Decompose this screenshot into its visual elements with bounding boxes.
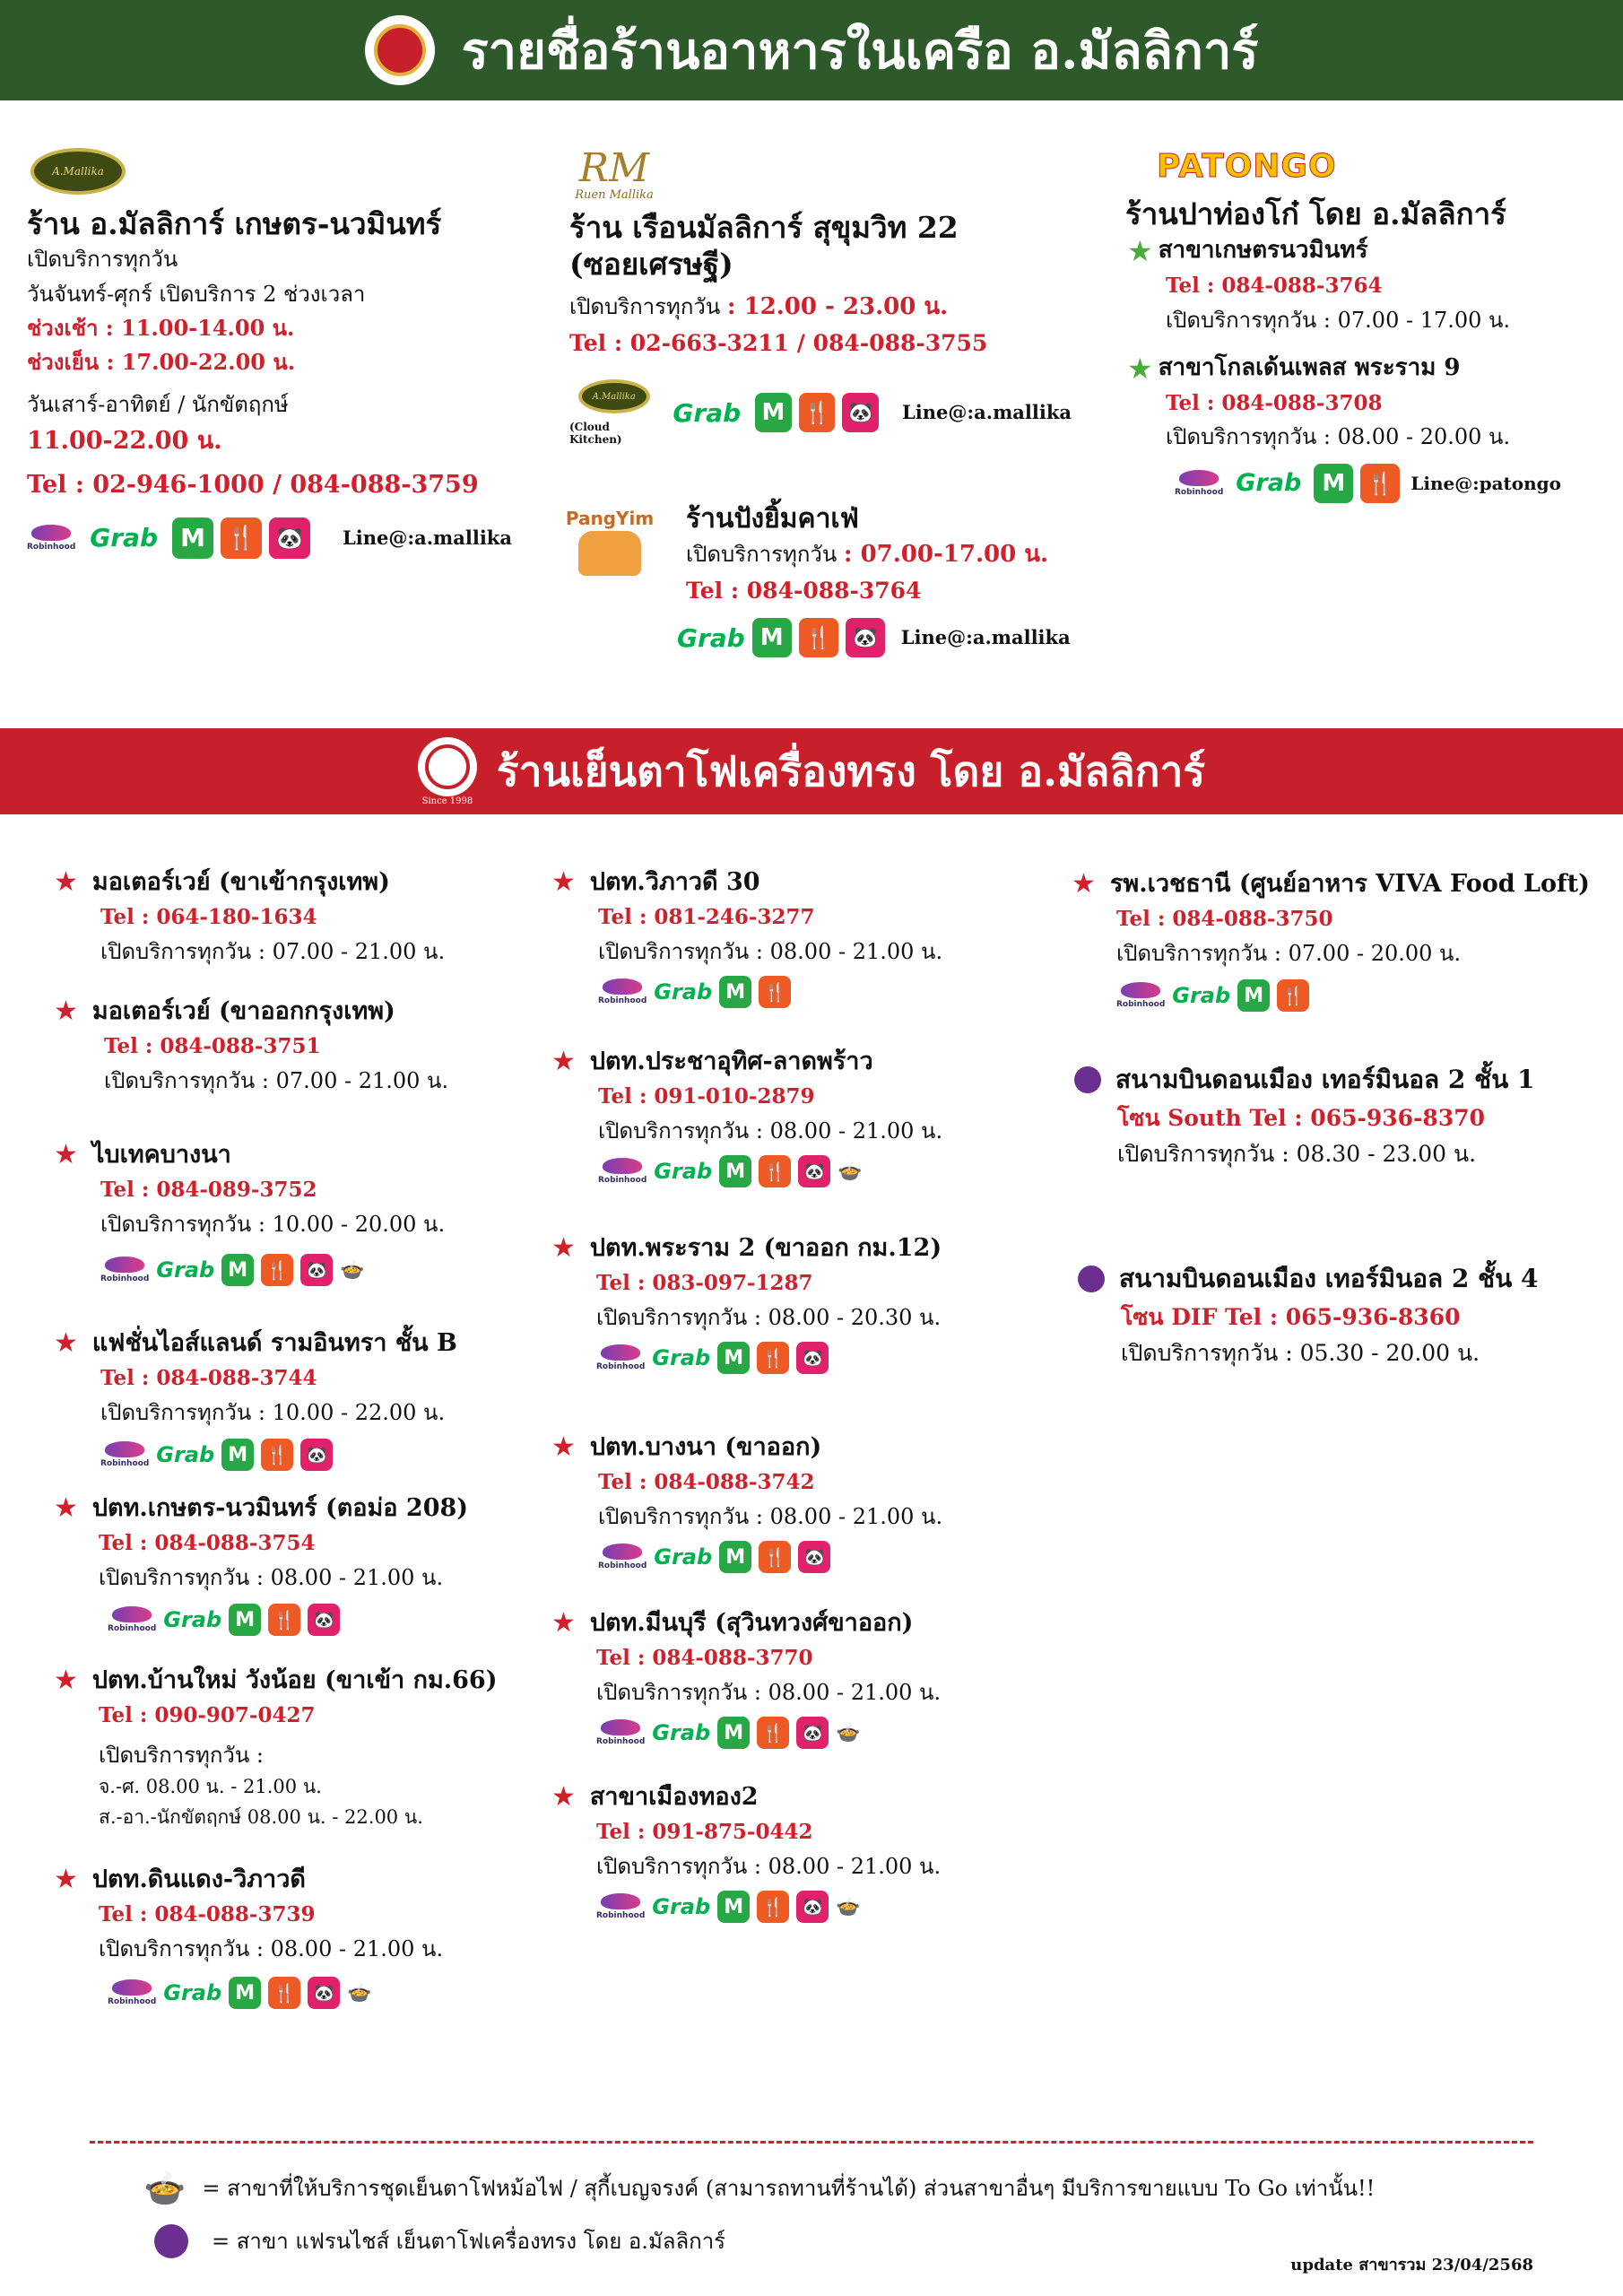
branch-open: เปิดบริการทุกวัน : 08.00 - 21.00 น. [99, 1935, 444, 1961]
robinhood-icon[interactable]: Robinhood [100, 1257, 149, 1283]
branch-name: ปตท.พระราม 2 (ขาออก กม.12) [589, 1234, 942, 1262]
shopeefood-icon[interactable]: 🍴 [757, 1342, 789, 1374]
foodpanda-icon[interactable]: 🐼 [796, 1891, 829, 1923]
store-title: ร้านปังยิ้มคาเฟ่ [686, 503, 859, 535]
lineman-icon[interactable]: M [752, 618, 792, 657]
pangyim-logo: PangYim [569, 508, 650, 588]
branch-vibhavadi-30 [551, 863, 942, 1008]
delivery-apps [108, 1977, 443, 2009]
store-tel: Tel : 02-946-1000 / 084-088-3759 [27, 471, 479, 500]
red-star-icon: ★ [551, 1780, 576, 1813]
branch-prachauthit [551, 1042, 942, 1187]
robinhood-icon[interactable]: Robinhood [108, 1606, 156, 1633]
lineman-icon[interactable]: M [719, 1541, 751, 1573]
foodpanda-icon[interactable]: 🐼 [269, 517, 310, 559]
store-pangyim [565, 502, 1072, 657]
grab-icon[interactable]: Grab [156, 1442, 215, 1468]
foodpanda-icon[interactable]: 🐼 [798, 1155, 830, 1187]
yentafo-banner [0, 728, 1623, 814]
delivery-apps [1116, 979, 1590, 1012]
line-id[interactable]: Line@:a.mallika [900, 626, 1071, 649]
branch-don-mueang-t2-f4 [1078, 1259, 1539, 1371]
branch-tel: โซน South Tel : 065-936-8370 [1117, 1104, 1485, 1131]
yentafo-logo: Since 1998 [418, 737, 477, 806]
store-tel: Tel : 02-663-3211 / 084-088-3755 [569, 330, 988, 357]
line-id[interactable]: Line@:patongo [1410, 472, 1561, 494]
lineman-icon[interactable]: M [755, 393, 792, 432]
shopeefood-icon[interactable]: 🍴 [799, 393, 836, 432]
amallika-logo: A.Mallika [30, 148, 126, 195]
open-text: เปิดบริการทุกวัน [686, 541, 838, 567]
branch-tel: Tel : 091-875-0442 [596, 1820, 813, 1845]
line-id[interactable]: Line@:a.mallika [343, 526, 512, 549]
branch-tel: Tel : 084-088-3739 [99, 1902, 316, 1927]
store-amallika-kaset [27, 148, 529, 559]
grab-icon[interactable]: Grab [652, 1345, 711, 1371]
store-title: ร้านปาท่องโก๋ โดย อ.มัลลิการ์ [1125, 196, 1506, 231]
hotpot-icon: 🍲 [836, 1721, 861, 1744]
branch-name: รพ.เวชธานี (ศูนย์อาหาร VIVA Food Loft) [1109, 870, 1590, 898]
foodpanda-icon[interactable]: 🐼 [798, 1541, 830, 1573]
grab-icon[interactable]: Grab [1172, 983, 1231, 1009]
delivery-apps [1175, 464, 1610, 503]
red-star-icon: ★ [54, 1664, 78, 1696]
open-text: เปิดบริการทุกวัน [569, 293, 721, 319]
lineman-icon[interactable]: M [1314, 464, 1353, 503]
branch-open: เปิดบริการทุกวัน : 08.00 - 21.00 น. [598, 938, 943, 964]
delivery-apps [598, 1541, 942, 1573]
delivery-apps [596, 1342, 942, 1374]
shopeefood-icon[interactable]: 🍴 [1360, 464, 1400, 503]
open-text: เปิดบริการทุกวัน [27, 247, 178, 273]
lineman-icon[interactable]: M [717, 1717, 750, 1749]
grab-icon[interactable]: Grab [652, 1894, 711, 1920]
hotpot-icon: 🍲 [347, 1981, 372, 2005]
delivery-apps [108, 1604, 468, 1636]
store-subtitle: (ซอยเศรษฐี) [569, 247, 733, 283]
branch-open: เปิดบริการทุกวัน : 10.00 - 22.00 น. [100, 1399, 446, 1425]
shopeefood-icon[interactable]: 🍴 [261, 1254, 293, 1286]
robinhood-icon[interactable]: Robinhood [596, 1719, 645, 1746]
branch-name: ปตท.บ้านใหม่ วังน้อย (ขาเข้า กม.66) [91, 1666, 498, 1694]
shopeefood-icon[interactable]: 🍴 [799, 618, 838, 657]
grab-icon[interactable]: Grab [654, 979, 713, 1005]
lineman-icon[interactable]: M [717, 1891, 750, 1923]
legend-franchise-text: = สาขา แฟรนไชส์ เย็นตาโฟเครื่องทรง โดย อ.มัลลิการ์ [212, 2229, 726, 2254]
lineman-icon[interactable]: M [229, 1604, 261, 1636]
evening-hours: ช่วงเย็น : 17.00-22.00 น. [27, 349, 296, 376]
branch-name: มอเตอร์เวย์ (ขาเข้ากรุงเทพ) [91, 868, 390, 896]
delivery-apps [677, 618, 1072, 657]
branch-ban-mai-wang-noi [54, 1661, 497, 1833]
branch-motorway-in [54, 863, 445, 969]
branch-name: มอเตอร์เวย์ (ขาออกกรุงเทพ) [91, 997, 395, 1025]
red-star-icon: ★ [1072, 867, 1096, 900]
lineman-icon[interactable]: M [1237, 979, 1270, 1012]
store-title: ร้าน อ.มัลลิการ์ เกษตร-นวมินทร์ [27, 206, 442, 241]
branch-open: เปิดบริการทุกวัน : 08.00 - 21.00 น. [598, 1118, 943, 1144]
red-star-icon: ★ [54, 995, 78, 1027]
robinhood-icon[interactable]: Robinhood [598, 1544, 647, 1570]
branch-tel: Tel : 084-088-3770 [596, 1646, 813, 1671]
foodpanda-icon[interactable]: 🐼 [308, 1604, 340, 1636]
red-star-icon: ★ [551, 1431, 576, 1463]
line-id[interactable]: Line@:a.mallika [902, 401, 1072, 424]
branch-open: เปิดบริการทุกวัน : [99, 1742, 264, 1768]
branch-tel: Tel : 084-088-3764 [1166, 273, 1383, 298]
robinhood-icon[interactable]: Robinhood [108, 1979, 156, 2006]
legend-franchise [154, 2224, 725, 2258]
branch-rama-2 [551, 1229, 942, 1374]
branch-bitec [54, 1135, 445, 1286]
branch-tel: Tel : 081-246-3277 [598, 905, 815, 930]
store-ruen-mallika [569, 121, 1072, 446]
branch-din-daeng [54, 1860, 443, 2009]
green-star-icon: ★ [1127, 234, 1153, 269]
branch-name: ปตท.ดินแดง-วิภาวดี [91, 1866, 306, 1893]
branch-tel: Tel : 084-088-3751 [104, 1034, 321, 1059]
foodpanda-icon[interactable]: 🐼 [846, 618, 885, 657]
red-star-icon: ★ [551, 865, 576, 898]
branch-tel: Tel : 084-089-3752 [100, 1178, 317, 1203]
update-date: update สาขารวม 23/04/2568 [1290, 2256, 1533, 2274]
robinhood-icon[interactable]: Robinhood [27, 525, 75, 552]
delivery-apps [100, 1439, 457, 1471]
shopeefood-icon[interactable]: 🍴 [759, 1541, 791, 1573]
branch-open: เปิดบริการทุกวัน : 07.00 - 20.00 น. [1116, 940, 1462, 966]
branch-name: ไบเทคบางนา [91, 1141, 231, 1169]
branch-open: เปิดบริการทุกวัน : 07.00 - 17.00 น. [1166, 307, 1511, 333]
lineman-icon[interactable]: M [221, 1254, 254, 1286]
branch-name: ปตท.เกษตร-นวมินทร์ (ตอม่อ 208) [91, 1494, 469, 1522]
branch-name: แฟชั่นไอส์แลนด์ รามอินทรา ชั้น B [91, 1329, 457, 1357]
branch-tel: Tel : 084-088-3750 [1116, 907, 1333, 932]
ruen-mallika-logo: RM Ruen Mallika [575, 145, 654, 202]
shopeefood-icon[interactable]: 🍴 [757, 1717, 789, 1749]
delivery-apps [100, 1254, 445, 1286]
store-hours: : 12.00 - 23.00 น. [726, 292, 949, 320]
weekday-text: วันจันทร์-ศุกร์ เปิดบริการ 2 ช่วงเวลา [27, 281, 366, 307]
red-star-icon: ★ [54, 1863, 78, 1895]
delivery-apps [598, 1155, 942, 1187]
delivery-apps [27, 517, 529, 559]
branch-minburi [551, 1604, 941, 1749]
red-star-icon: ★ [54, 865, 78, 898]
branch-kaset-nawamin-ptt [54, 1489, 468, 1636]
branch-open: เปิดบริการทุกวัน : 07.00 - 21.00 น. [100, 938, 446, 964]
lineman-icon[interactable]: M [717, 1342, 750, 1374]
amallika-round-logo [365, 15, 435, 85]
robinhood-icon[interactable]: Robinhood [598, 978, 647, 1005]
branch-tel: Tel : 084-088-3708 [1166, 390, 1383, 415]
franchise-dot-icon [154, 2224, 188, 2258]
hotpot-icon: 🍲 [340, 1258, 365, 1282]
lineman-icon[interactable]: M [719, 1155, 751, 1187]
branch-tel: Tel : 084-088-3754 [99, 1531, 316, 1556]
store-hours: : 07.00-17.00 น. [843, 540, 1049, 568]
foodpanda-icon[interactable]: 🐼 [796, 1342, 829, 1374]
grab-icon[interactable]: Grab [677, 622, 745, 653]
cloud-kitchen: A.Mallika (Cloud Kitchen) [569, 379, 658, 446]
branch-name: สนามบินดอนเมือง เทอร์มินอล 2 ชั้น 1 [1115, 1065, 1535, 1094]
delivery-apps [596, 1891, 941, 1923]
branch-bangna [551, 1428, 942, 1573]
shopeefood-icon[interactable]: 🍴 [261, 1439, 293, 1471]
morning-hours: ช่วงเช้า : 11.00-14.00 น. [27, 315, 295, 342]
branch-open: เปิดบริการทุกวัน : 08.00 - 21.00 น. [596, 1853, 942, 1879]
branch-open: เปิดบริการทุกวัน : 08.00 - 20.00 น. [1166, 424, 1511, 450]
branch-name: สนามบินดอนเมือง เทอร์มินอล 2 ชั้น 4 [1119, 1264, 1539, 1293]
patongo-logo: PATONGO [1157, 148, 1337, 185]
branch-tel: โซน DIF Tel : 065-936-8360 [1121, 1303, 1461, 1330]
robinhood-icon[interactable]: Robinhood [1116, 982, 1165, 1009]
red-star-icon: ★ [54, 1492, 78, 1524]
grab-icon[interactable]: Grab [163, 1980, 222, 2006]
branch-tel: Tel : 064-180-1634 [100, 905, 317, 930]
branch-name: สาขาเกษตรนวมินทร์ [1158, 237, 1368, 265]
branch-tel: Tel : 083-097-1287 [596, 1271, 813, 1296]
branch-open: เปิดบริการทุกวัน : 08.00 - 21.00 น. [596, 1679, 942, 1705]
weekend-hours: 11.00-22.00 น. [27, 427, 222, 456]
legend-hotpot [143, 2169, 1375, 2209]
delivery-apps [596, 1717, 941, 1749]
amallika-logo: A.Mallika [578, 379, 650, 413]
branch-name: ปตท.ประชาอุทิศ-ลาดพร้าว [589, 1048, 873, 1075]
shopeefood-icon[interactable]: 🍴 [268, 1977, 300, 2009]
store-patongo [1125, 148, 1610, 503]
branch-name: สาขาเมืองทอง2 [589, 1783, 759, 1811]
lineman-icon[interactable]: M [229, 1977, 261, 2009]
robinhood-icon[interactable]: Robinhood [1175, 470, 1223, 497]
shopeefood-icon[interactable]: 🍴 [759, 976, 791, 1008]
yentafo-banner-title: ร้านเย็นตาโฟเครื่องทรง โดย อ.มัลลิการ์ [496, 746, 1206, 796]
foodpanda-icon[interactable]: 🐼 [796, 1717, 829, 1749]
branch-open: เปิดบริการทุกวัน : 08.00 - 21.00 น. [598, 1503, 943, 1529]
weekend-text: วันเสาร์-อาทิตย์ / นักขัตฤกษ์ [27, 391, 289, 417]
branch-open: เปิดบริการทุกวัน : 08.00 - 20.30 น. [596, 1304, 942, 1330]
branch-fashion-island [54, 1324, 457, 1471]
branch-open: เปิดบริการทุกวัน : 08.00 - 21.00 น. [99, 1564, 444, 1590]
grab-icon[interactable]: Grab [156, 1257, 215, 1283]
hotpot-icon: 🍲 [838, 1160, 863, 1183]
legend-hotpot-text: = สาขาที่ให้บริการชุดเย็นตาโฟหม้อไฟ / สุกี้เบญจรงค์ (สามารถทานที่ร้านได้) ส่วนสาขาอื่นๆ มีบริการขายแบบ To Go เท่านั้น!! [202, 2176, 1376, 2202]
franchise-dot-icon [1074, 1066, 1101, 1093]
branch-tel: Tel : 091-010-2879 [598, 1084, 815, 1109]
branch-motorway-out [54, 992, 448, 1098]
foodpanda-icon[interactable]: 🐼 [308, 1977, 340, 2009]
foodpanda-icon[interactable]: 🐼 [300, 1254, 333, 1286]
branch-don-mueang-t2-f1 [1074, 1060, 1535, 1172]
branch-open: เปิดบริการทุกวัน : 07.00 - 21.00 น. [104, 1067, 449, 1093]
weekday-hours: จ.-ศ. 08.00 น. - 21.00 น. [99, 1776, 322, 1798]
robinhood-icon[interactable]: Robinhood [100, 1441, 149, 1468]
grab-icon[interactable]: Grab [1236, 469, 1302, 498]
branch-name: ปตท.วิภาวดี 30 [589, 868, 760, 896]
lineman-icon[interactable]: M [719, 976, 751, 1008]
lineman-icon[interactable]: M [221, 1439, 254, 1471]
branch-tel: Tel : 084-088-3744 [100, 1366, 317, 1391]
shopeefood-icon[interactable]: 🍴 [268, 1604, 300, 1636]
branch-open: เปิดบริการทุกวัน : 05.30 - 20.00 น. [1121, 1339, 1480, 1366]
branch-vejthani [1072, 865, 1590, 1012]
robinhood-icon[interactable]: Robinhood [596, 1893, 645, 1920]
red-star-icon: ★ [54, 1138, 78, 1170]
branch-name: ปตท.บางนา (ขาออก) [589, 1433, 822, 1461]
grab-icon[interactable]: Grab [90, 523, 158, 553]
grab-icon[interactable]: Grab [654, 1544, 713, 1570]
shopeefood-icon[interactable]: 🍴 [221, 517, 262, 559]
red-star-icon: ★ [551, 1606, 576, 1639]
top-banner [0, 0, 1623, 100]
hotpot-icon: 🍲 [143, 2169, 187, 2208]
foodpanda-icon[interactable]: 🐼 [842, 393, 879, 432]
store-title: ร้าน เรือนมัลลิการ์ สุขุมวิท 22 [569, 210, 959, 245]
divider [90, 2141, 1533, 2144]
grab-icon[interactable]: Grab [654, 1159, 713, 1185]
delivery-apps [598, 976, 942, 1008]
delivery-apps [569, 379, 1072, 446]
branch-open: เปิดบริการทุกวัน : 10.00 - 20.00 น. [100, 1211, 446, 1237]
franchise-dot-icon [1078, 1265, 1105, 1292]
store-tel: Tel : 084-088-3764 [686, 578, 922, 604]
hotpot-icon: 🍲 [836, 1895, 861, 1918]
shopeefood-icon[interactable]: 🍴 [1277, 979, 1309, 1012]
branch-tel: Tel : 084-088-3742 [598, 1470, 815, 1495]
grab-icon[interactable]: Grab [673, 397, 742, 428]
grab-icon[interactable]: Grab [652, 1720, 711, 1746]
foodpanda-icon[interactable]: 🐼 [300, 1439, 333, 1471]
branch-name: สาขาโกลเด้นเพลส พระราม 9 [1158, 354, 1461, 382]
branch-name: ปตท.มีนบุรี (สุวินทวงศ์ขาออก) [589, 1609, 914, 1637]
shopeefood-icon[interactable]: 🍴 [759, 1155, 791, 1187]
robinhood-icon[interactable]: Robinhood [596, 1344, 645, 1371]
red-star-icon: ★ [551, 1231, 576, 1264]
grab-icon[interactable]: Grab [163, 1607, 222, 1633]
shopeefood-icon[interactable]: 🍴 [757, 1891, 789, 1923]
branch-open: เปิดบริการทุกวัน : 08.30 - 23.00 น. [1117, 1140, 1477, 1167]
green-star-icon: ★ [1127, 351, 1153, 386]
branch-muang-thong-2 [551, 1778, 941, 1923]
red-star-icon: ★ [54, 1326, 78, 1359]
robinhood-icon[interactable]: Robinhood [598, 1158, 647, 1185]
red-star-icon: ★ [551, 1045, 576, 1077]
lineman-icon[interactable]: M [172, 517, 213, 559]
branch-tel: Tel : 090-907-0427 [99, 1703, 316, 1728]
weekend-hours: ส.-อา.-นักขัตฤกษ์ 08.00 น. - 22.00 น. [99, 1805, 423, 1828]
top-banner-title: รายชื่อร้านอาหารในเครือ อ.มัลลิการ์ [461, 21, 1259, 81]
